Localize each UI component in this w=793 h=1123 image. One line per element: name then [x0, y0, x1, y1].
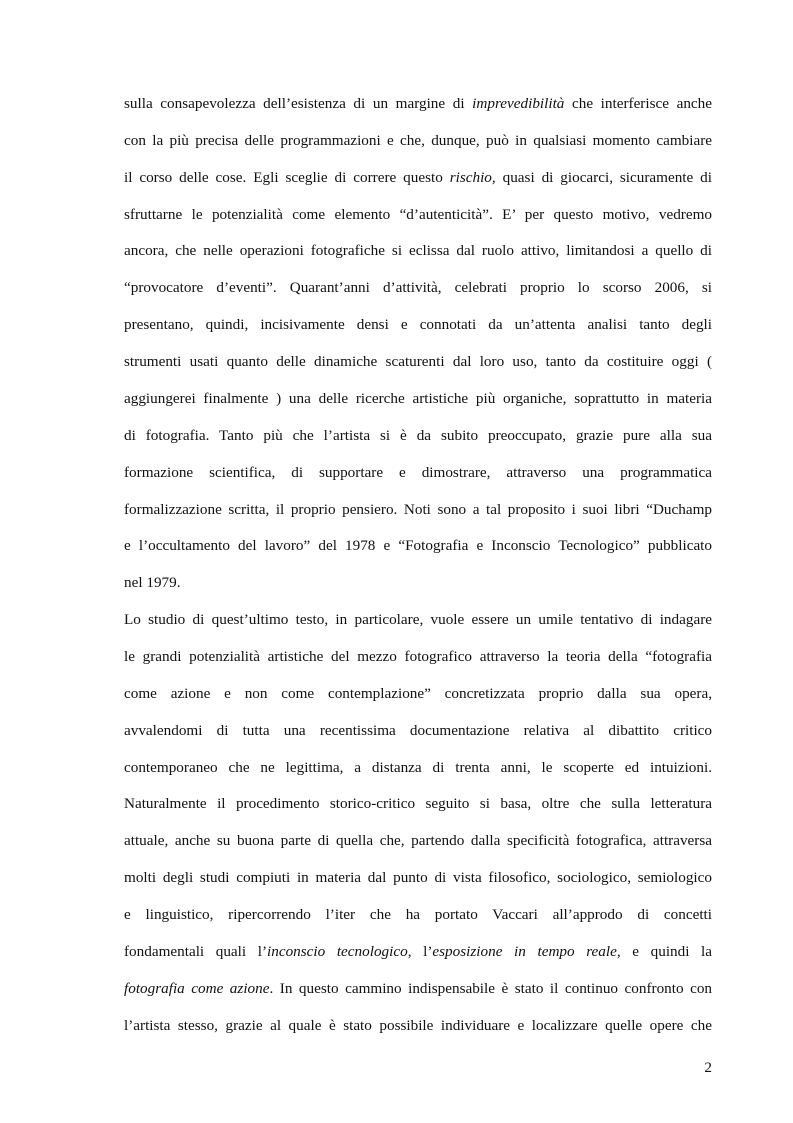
text-run: ancora, che nelle operazioni fotografiche si eclissa dal ruolo attivo, limitandosi a quello di — [124, 242, 712, 260]
text-run: sulla consapevolezza dell’esistenza di un margine di — [124, 95, 473, 112]
text-line — [124, 463, 712, 483]
text-run: presentano, quindi, incisivamente densi e connotati da un’attenta analisi tanto degli — [124, 316, 712, 334]
text-run: e l’occultamento del lavoro” del 1978 e “Fotografia e Inconscio Tecnologico” pubblicato — [124, 537, 712, 555]
text-run: il corso delle cose. Egli sceglie di correre questo — [124, 168, 450, 186]
text-run: aggiungerei finalmente ) una delle ricerche artistiche più organiche, soprattutto in materia — [124, 389, 712, 407]
text-run: avvalendomi di tutta una recentissima documentazione relativa al dibattito critico — [124, 721, 712, 739]
text-line — [124, 610, 712, 630]
text-run: molti degli studi compiuti in materia dal punto di vista filosofico, sociologico, semiologico — [124, 869, 712, 887]
text-line — [124, 352, 712, 372]
text-line — [124, 389, 712, 409]
text-run: quasi di giocarci, sicuramente di — [495, 168, 712, 186]
text-run: e linguistico, ripercorrendo l’iter che ha portato Vaccari all’approdo di concetti — [124, 905, 712, 923]
text-line — [124, 426, 712, 446]
text-run: , e quindi la — [616, 942, 713, 960]
text-run: l’artista stesso, grazie al quale è stato possibile individuare e localizzare quelle opere che — [124, 1016, 712, 1034]
text-line — [124, 794, 712, 814]
text-run: di fotografia. Tanto più che l’artista si è da subito preoccupato, grazie pure alla sua — [124, 426, 712, 444]
text-run: nel 1979. — [124, 574, 181, 592]
text-run: contemporaneo che ne legittima, a distanza di trenta anni, le scoperte ed intuizioni. — [124, 758, 712, 776]
text-line — [124, 721, 712, 741]
text-run: come azione e non come contemplazione” concretizzata proprio dalla sua opera, — [124, 684, 712, 702]
text-line — [124, 868, 712, 888]
text-line — [124, 647, 712, 667]
text-run: sfruttarne le potenzialità come elemento “d’autenticità”. E’ per questo motivo, vedremo — [124, 205, 712, 223]
text-line — [124, 131, 712, 151]
text-run: , l’ — [407, 942, 433, 960]
text-run: fondamentali quali l’ — [124, 942, 268, 960]
text-line — [124, 758, 712, 778]
text-line — [124, 942, 712, 962]
text-line — [124, 831, 712, 851]
italic-term: rischio, — [449, 168, 496, 186]
text-run: formazione scientifica, di supportare e dimostrare, attraverso una programmatica — [124, 463, 712, 481]
text-line — [124, 278, 712, 298]
text-line — [124, 94, 712, 114]
page-number: 2 — [704, 1059, 712, 1076]
text-line — [124, 500, 712, 520]
text-run: Lo studio di quest’ultimo testo, in particolare, vuole essere un umile tentativo di indagare — [124, 611, 712, 628]
text-run: . In questo cammino indispensabile è stato il continuo confronto con — [269, 979, 713, 997]
italic-term: inconscio tecnologico — [267, 942, 408, 960]
text-run: “provocatore d’eventi”. Quarant’anni d’attività, celebrati proprio lo scorso 2006, si — [124, 279, 712, 297]
text-run: Naturalmente il procedimento storico-critico seguito si basa, oltre che sulla letteratura — [124, 795, 712, 813]
italic-term: fotografia come azione — [124, 979, 270, 997]
text-run: formalizzazione scritta, il proprio pensiero. Noti sono a tal proposito i suoi libri “Duchamp — [124, 500, 712, 518]
text-run: attuale, anche su buona parte di quella che, partendo dalla specificità fotografica, attraversa — [124, 832, 712, 850]
text-line — [124, 536, 712, 556]
text-line — [124, 573, 712, 593]
text-run: le grandi potenzialità artistiche del mezzo fotografico attraverso la teoria della “fotografia — [124, 647, 712, 665]
text-line — [124, 1016, 712, 1036]
text-line — [124, 205, 712, 225]
text-line — [124, 315, 712, 335]
italic-term: esposizione in tempo reale — [432, 942, 617, 960]
text-run: con la più precisa delle programmazioni e che, dunque, può in qualsiasi momento cambiare — [124, 131, 712, 149]
text-line — [124, 241, 712, 261]
text-line — [124, 979, 712, 999]
text-line — [124, 168, 712, 188]
text-line — [124, 684, 712, 704]
text-run: che interferisce anche — [564, 95, 712, 112]
italic-term: imprevedibilità — [472, 95, 565, 112]
text-run: strumenti usati quanto delle dinamiche scaturenti dal loro uso, tanto da costituire oggi ( — [124, 353, 712, 370]
text-line — [124, 905, 712, 925]
